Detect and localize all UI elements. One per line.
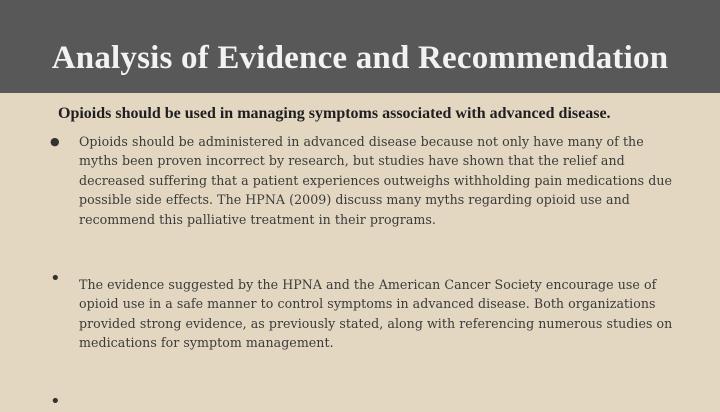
slide-subtitle: Opioids should be used in managing symptoms associated with advanced disease. [58, 105, 611, 122]
bullet-marker-icon: • [50, 268, 61, 289]
bullet-text: Opioids should be administered in advanced disease because not only have many of the myths been proven incorrect by research, but studies have shown that the relief and decreased suffering that a patient experiences outweighs withholding pain medications due possible side effects. The HPNA (2009) discuss many myths regarding opioid use and recommend this palliative treatment in their programs. [79, 134, 672, 227]
bullet-text: The evidence suggested by the HPNA and the American Cancer Society encourage use of opioid use in a safe manner to control symptoms in advanced disease. Both organizations provided strong evidence, as previously stated, along with referencing numerous studies on medications for symptom management. [79, 277, 673, 351]
bullet-marker-icon: • [50, 391, 61, 412]
slide-title: Analysis of Evidence and Recommendation [51, 40, 669, 76]
title-bar [0, 0, 720, 93]
bullet-marker-icon: ● [50, 135, 60, 148]
